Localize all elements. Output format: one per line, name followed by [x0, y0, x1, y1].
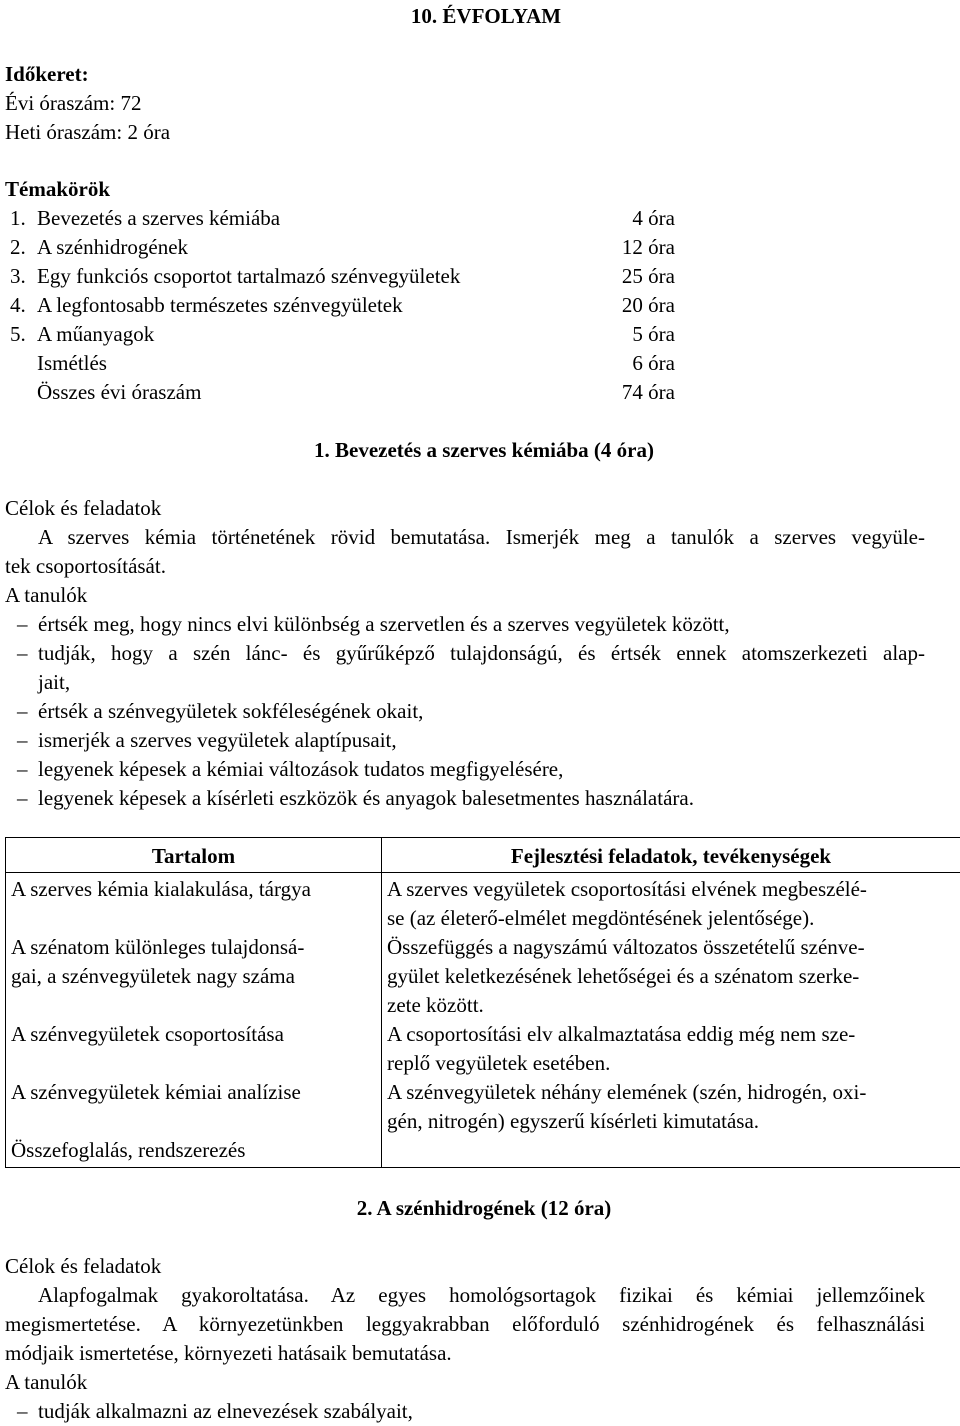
topic-hours: 5 óra	[632, 322, 675, 346]
content-item	[11, 933, 376, 991]
section2-bullets	[5, 1397, 925, 1426]
goals-line: megismertetése. A környezetünkben leggyakrabban előforduló szénhidrogének és felhasználási	[5, 1312, 925, 1336]
topic-number: 5.	[10, 322, 26, 346]
topic-hours: 12 óra	[621, 235, 675, 259]
goals-line: módjaik ismertetése, környezeti hatásaik bemutatása.	[5, 1341, 452, 1365]
topic-number: 3.	[10, 264, 26, 288]
development-line: zete között.	[387, 993, 484, 1017]
development-line: se (az életerő-elmélet megdöntésének jelentősége).	[387, 906, 815, 930]
list-item: – ismerjék a szerves vegyületek alaptípusait,	[5, 726, 925, 755]
topic-hours: 4 óra	[632, 206, 675, 230]
topic-hours: 25 óra	[621, 264, 675, 288]
list-item: – legyenek képesek a kémiai változások tudatos megfigyelésére,	[5, 755, 925, 784]
development-column-header: Fejlesztési feladatok, tevékenységek	[382, 838, 960, 873]
section1-students-label: A tanulók	[5, 583, 88, 607]
development-line: replő vegyületek esetében.	[387, 1051, 611, 1075]
topic-name: Összes évi óraszám	[37, 380, 202, 404]
section2-goals-label: Célok és feladatok	[5, 1254, 162, 1278]
list-item	[5, 639, 925, 697]
topic-number: 2.	[10, 235, 26, 259]
topic-hours: 20 óra	[621, 293, 675, 317]
section1-title: 1. Bevezetés a szerves kémiába (4 óra)	[314, 438, 654, 462]
section2-goals-text	[5, 1281, 925, 1368]
topic-row	[5, 262, 675, 291]
content-item: A szénvegyületek csoportosítása	[11, 1022, 284, 1046]
development-line: A szénvegyületek néhány elemének (szén, hidrogén, oxi-	[387, 1080, 867, 1104]
list-item: – legyenek képesek a kísérleti eszközök és anyagok balesetmentes használatára.	[5, 784, 925, 813]
section1-goals-text	[5, 523, 925, 581]
section1-goals-label: Célok és feladatok	[5, 496, 162, 520]
topic-number: 4.	[10, 293, 26, 317]
topic-name: Bevezetés a szerves kémiába	[37, 206, 281, 230]
content-table	[5, 837, 960, 1168]
topics-list	[5, 204, 675, 407]
content-item-line: A szénatom különleges tulajdonsá-	[11, 935, 305, 959]
topic-number: 1.	[10, 206, 26, 230]
section2-title: 2. A szénhidrogének (12 óra)	[356, 1196, 612, 1220]
topic-name: A szénhidrogének	[37, 235, 189, 259]
list-item-line: jait,	[38, 670, 71, 694]
time-frame	[5, 60, 170, 147]
development-line: gyület keletkezésének lehetőségei és a szénatom szerke-	[387, 964, 860, 988]
topic-row	[5, 349, 675, 378]
content-cell	[6, 873, 382, 1168]
content-item: A szerves kémia kialakulása, tárgya	[11, 877, 311, 901]
list-item: – értsék meg, hogy nincs elvi különbség a szervetlen és a szerves vegyületek között,	[5, 610, 925, 639]
development-cell	[382, 873, 960, 1168]
topics-label: Témakörök	[5, 177, 110, 201]
section2-students-label: A tanulók	[5, 1370, 88, 1394]
list-item: – értsék a szénvegyületek sokféleségének okait,	[5, 697, 925, 726]
topic-row	[5, 320, 675, 349]
topic-hours: 74 óra	[621, 380, 675, 404]
topic-hours: 6 óra	[632, 351, 675, 375]
content-item: A szénvegyületek kémiai analízise	[11, 1080, 301, 1104]
goals-line: Alapfogalmak gyakoroltatása. Az egyes homológsortagok fizikai és kémiai jellemzőinek	[38, 1283, 925, 1307]
content-item-line: gai, a szénvegyületek nagy száma	[11, 964, 295, 988]
topic-name: Ismétlés	[37, 351, 107, 375]
development-line: A csoportosítási elv alkalmaztatása eddig még nem sze-	[387, 1022, 856, 1046]
goals-line: tek csoportosítását.	[5, 554, 166, 578]
development-line: Összefüggés a nagyszámú változatos összetételű szénve-	[387, 935, 865, 959]
topic-row	[5, 233, 675, 262]
topic-row	[5, 378, 675, 407]
section1-bullets	[5, 610, 925, 813]
grade-title: 10. ÉVFOLYAM	[410, 4, 562, 28]
development-line: A szerves vegyületek csoportosítási elvének megbeszélé-	[387, 877, 867, 901]
topic-row	[5, 291, 675, 320]
topic-row	[5, 204, 675, 233]
development-line: gén, nitrogén) egyszerű kísérleti kimutatása.	[387, 1109, 760, 1133]
goals-line: A szerves kémia történetének rövid bemutatása. Ismerjék meg a tanulók a szerves vegyüle-	[38, 525, 925, 549]
annual-hours: Évi óraszám: 72	[5, 91, 142, 115]
time-frame-label: Időkeret:	[5, 62, 89, 86]
list-item: – tudják alkalmazni az elnevezések szabályait,	[5, 1397, 925, 1426]
weekly-hours: Heti óraszám: 2 óra	[5, 120, 171, 144]
topic-name: A legfontosabb természetes szénvegyületek	[37, 293, 403, 317]
topic-name: A műanyagok	[37, 322, 155, 346]
topic-name: Egy funkciós csoportot tartalmazó szénvegyületek	[37, 264, 461, 288]
list-item-line: – tudják, hogy a szén lánc- és gyűrűképző tulajdonságú, és értsék ennek atomszerkezeti alap-	[38, 641, 925, 665]
content-item: Összefoglalás, rendszerezés	[11, 1138, 246, 1162]
content-column-header: Tartalom	[6, 838, 382, 873]
